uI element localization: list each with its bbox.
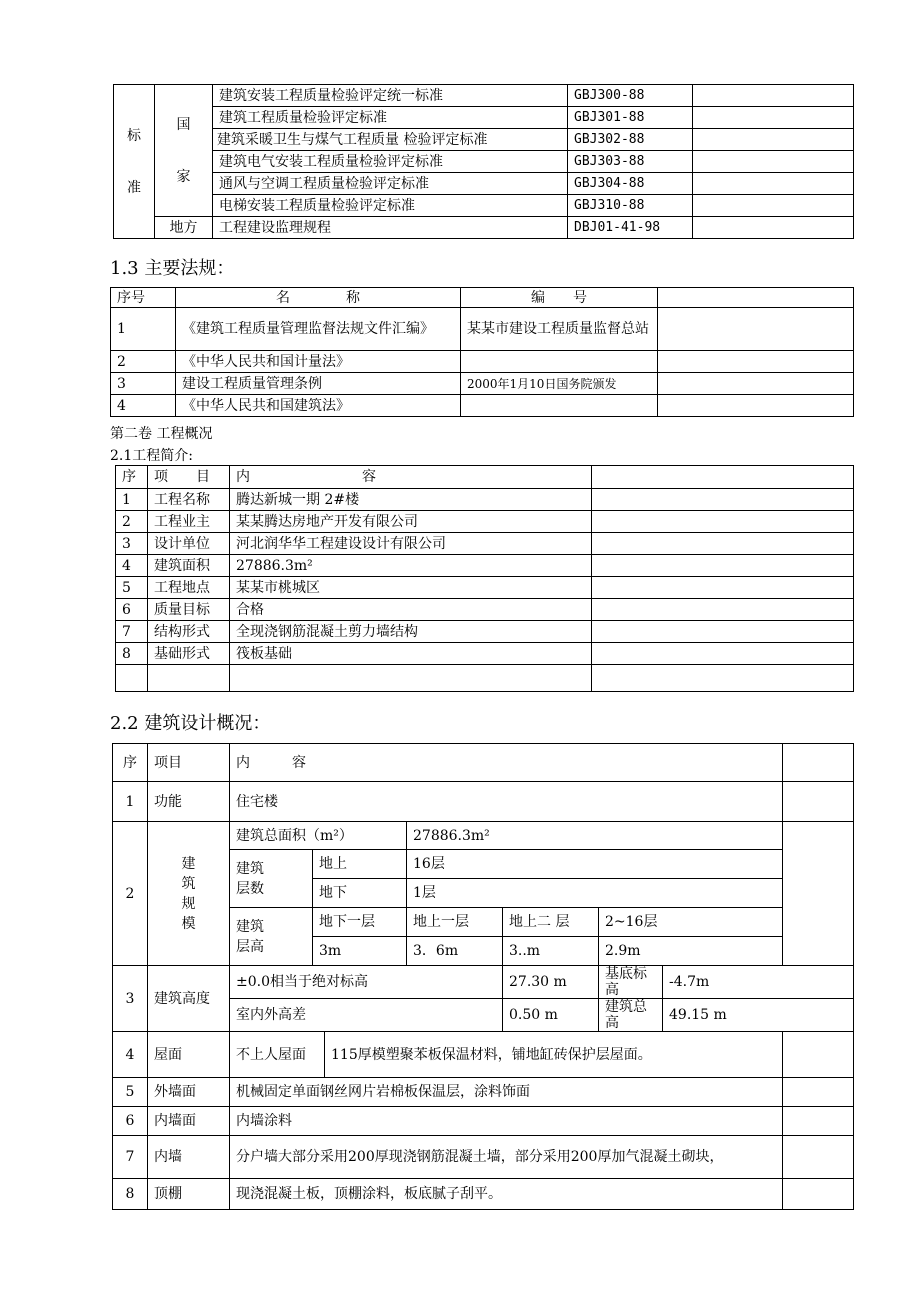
standard-note [693,173,854,195]
intro-content: 筏板基础 [230,643,592,665]
intro-item: 工程名称 [148,489,230,511]
design-header-no: 序 [113,744,148,782]
intro-header-item: 项 目 [148,466,230,489]
standard-name: 建筑工程质量检验评定标准 [213,107,568,129]
design-item: 功能 [148,782,230,822]
level-height: 3m [313,937,407,966]
law-name: 《中华人民共和国建筑法》 [176,395,461,417]
law-no: 3 [111,373,176,395]
above-label: 地上 [313,850,407,879]
level-name: 地下一层 [313,908,407,937]
design-extra [783,822,854,966]
base-elevation-label: 基底标高 [599,966,663,999]
standard-code: GBJ303-88 [568,151,693,173]
standard-note [693,85,854,107]
design-item: 内墙 [148,1136,230,1179]
design-header-item: 项目 [148,744,230,782]
abs-elevation-label: ±0.0相当于绝对标高 [230,966,503,999]
design-no: 6 [113,1107,148,1136]
intro-no: 8 [116,643,148,665]
design-extra [783,1107,854,1136]
intro-item: 结构形式 [148,621,230,643]
design-no: 1 [113,782,148,822]
height-diff-label: 室内外高差 [230,999,503,1032]
total-height-label: 建筑总高 [599,999,663,1032]
roof-type: 不上人屋面 [230,1032,325,1078]
standard-code: GBJ310-88 [568,195,693,217]
abs-elevation-value: 27.30 m [503,966,599,999]
intro-heading: 2.1工程简介: [110,448,193,464]
area-label: 建筑总面积（m²） [230,822,407,850]
standard-code: GBJ300-88 [568,85,693,107]
standard-code: GBJ304-88 [568,173,693,195]
standard-note [693,217,854,239]
standard-code: GBJ302-88 [568,129,693,151]
law-code: 2000年1月10日国务院颁发 [461,373,658,395]
intro-header-extra [592,466,854,489]
intro-extra [592,489,854,511]
intro-header-no: 序 [116,466,148,489]
intro-item: 工程地点 [148,577,230,599]
design-item: 外墙面 [148,1078,230,1107]
design-item: 顶棚 [148,1179,230,1210]
intro-extra [592,555,854,577]
law-code [461,395,658,417]
standard-code: GBJ301-88 [568,107,693,129]
standard-name: 建筑安装工程质量检验评定统一标准 [213,85,568,107]
intro-content: 合格 [230,599,592,621]
laws-table [110,287,854,417]
level-name: 2~16层 [599,908,783,937]
laws-header-code: 编 号 [461,288,658,308]
intro-item: 基础形式 [148,643,230,665]
intro-extra [592,533,854,555]
intro-no: 1 [116,489,148,511]
laws-heading: 1.3 主要法规： [110,258,235,279]
level-height: 3..m [503,937,599,966]
design-no: 5 [113,1078,148,1107]
laws-header-extra [658,288,854,308]
law-code [461,351,658,373]
design-no: 2 [113,822,148,966]
intro-no: 6 [116,599,148,621]
standard-name: 工程建设监理规程 [213,217,568,239]
design-no: 4 [113,1032,148,1078]
design-header-extra [783,744,854,782]
design-item: 建筑高度 [148,966,230,1032]
intro-empty [148,665,230,692]
law-no: 1 [111,308,176,351]
roof-content: 115厚模塑聚苯板保温材料，铺地缸砖保护层屋面。 [325,1032,783,1078]
intro-item: 工程业主 [148,511,230,533]
intro-item: 质量目标 [148,599,230,621]
design-table [112,743,854,1210]
intro-no: 7 [116,621,148,643]
standard-code: DBJ01-41-98 [568,217,693,239]
standard-name: 电梯安装工程质量检验评定标准 [213,195,568,217]
total-height-value: 49.15 m [663,999,854,1032]
intro-item: 建筑面积 [148,555,230,577]
design-heading: 2.2 建筑设计概况： [110,713,271,734]
base-elevation-value: -4.7m [663,966,854,999]
intro-content: 27886.3m² [230,555,592,577]
law-name: 《建筑工程质量管理监督法规文件汇编》 [176,308,461,351]
design-extra [783,782,854,822]
intro-empty [116,665,148,692]
standards-group-national: 国 家 [155,85,213,217]
law-name: 《中华人民共和国计量法》 [176,351,461,373]
law-no: 2 [111,351,176,373]
design-extra [783,1136,854,1179]
intro-extra [592,599,854,621]
intro-content: 腾达新城一期 2#楼 [230,489,592,511]
intro-extra [592,577,854,599]
intro-empty [230,665,592,692]
laws-header-name: 名 称 [176,288,461,308]
intro-content: 河北润华华工程建设设计有限公司 [230,533,592,555]
standard-name: 建筑采暖卫生与煤气工程质量 检验评定标准 [213,129,568,151]
standard-note [693,195,854,217]
design-no: 7 [113,1136,148,1179]
below-label: 地下 [313,879,407,908]
law-extra [658,395,854,417]
height-label: 建筑 层高 [230,908,313,966]
law-code: 某某市建设工程质量监督总站 [461,308,658,351]
intro-no: 2 [116,511,148,533]
law-no: 4 [111,395,176,417]
design-content: 分户墙大部分采用200厚现浇钢筋混凝土墙，部分采用200厚加气混凝土砌块， [230,1136,783,1179]
above-value: 16层 [407,850,783,879]
intro-content: 某某市桃城区 [230,577,592,599]
design-item: 内墙面 [148,1107,230,1136]
design-item-scale: 建 筑 规 模 [148,822,230,966]
design-header-content: 内 容 [230,744,783,782]
standards-table [113,84,854,239]
intro-empty [592,665,854,692]
level-name: 地上二 层 [503,908,599,937]
design-extra [783,1078,854,1107]
law-name: 建设工程质量管理条例 [176,373,461,395]
design-no: 3 [113,966,148,1032]
standards-category: 标 准 [114,85,155,239]
floors-label: 建筑 层数 [230,850,313,908]
intro-header-content: 内 容 [230,466,592,489]
design-content: 内墙涂料 [230,1107,783,1136]
standard-note [693,151,854,173]
design-extra [783,1179,854,1210]
standard-name: 建筑电气安装工程质量检验评定标准 [213,151,568,173]
intro-no: 5 [116,577,148,599]
intro-no: 4 [116,555,148,577]
below-value: 1层 [407,879,783,908]
law-extra [658,373,854,395]
law-extra [658,308,854,351]
intro-content: 某某腾达房地产开发有限公司 [230,511,592,533]
design-extra [783,1032,854,1078]
standards-group-local: 地方 [155,217,213,239]
volume2-title: 第二卷 工程概况 [110,426,213,442]
intro-item: 设计单位 [148,533,230,555]
level-name: 地上一层 [407,908,503,937]
laws-header-no: 序号 [111,288,176,308]
standard-note [693,107,854,129]
design-content: 机械固定单面钢丝网片岩棉板保温层，涂料饰面 [230,1078,783,1107]
intro-content: 全现浇钢筋混凝土剪力墙结构 [230,621,592,643]
intro-extra [592,643,854,665]
design-item: 屋面 [148,1032,230,1078]
standard-name: 通风与空调工程质量检验评定标准 [213,173,568,195]
height-diff-value: 0.50 m [503,999,599,1032]
design-no: 8 [113,1179,148,1210]
level-height: 3．6m [407,937,503,966]
level-height: 2.9m [599,937,783,966]
law-extra [658,351,854,373]
design-content: 住宅楼 [230,782,783,822]
area-value: 27886.3m² [407,822,783,850]
standard-note [693,129,854,151]
intro-no: 3 [116,533,148,555]
intro-table [115,465,854,692]
intro-extra [592,511,854,533]
intro-extra [592,621,854,643]
design-content: 现浇混凝土板，顶棚涂料，板底腻子刮平。 [230,1179,783,1210]
